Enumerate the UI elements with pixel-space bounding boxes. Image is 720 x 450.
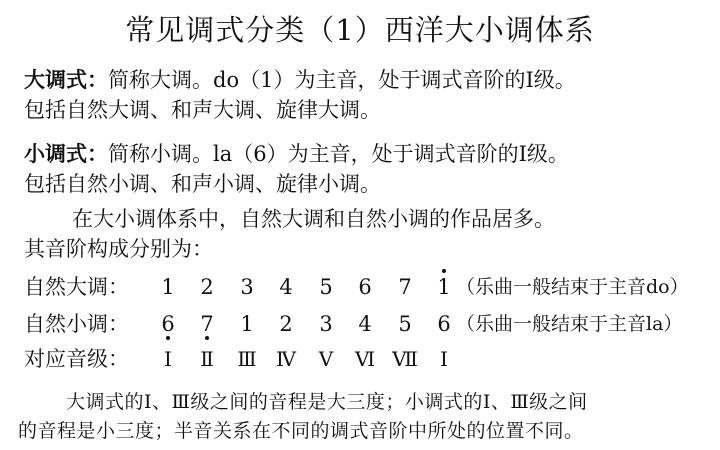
minor-types: 包括自然小调、和声小调、旋律小调。 <box>24 172 381 196</box>
scale-degree: Ⅳ <box>276 347 296 371</box>
minor-note: 2 <box>279 312 293 336</box>
major-term: 大调式 <box>24 68 87 92</box>
major-note: 6 <box>358 275 372 299</box>
natural-minor-note: （乐曲一般结束于主音la） <box>456 313 683 335</box>
minor-note-low: 7 <box>200 312 214 336</box>
major-note: 4 <box>279 275 293 299</box>
intro-scale-heading: 其音阶构成分别为： <box>24 237 213 261</box>
scale-degree: Ⅰ <box>164 347 172 371</box>
scale-degree: Ⅴ <box>318 347 334 371</box>
minor-note-low: 6 <box>161 312 175 336</box>
major-note: 1 <box>161 275 175 299</box>
natural-major-note: （乐曲一般结束于主音do） <box>456 276 689 298</box>
major-note: 2 <box>200 275 214 299</box>
scale-degree: Ⅱ <box>200 347 214 371</box>
summary-line-2: 的音程是小三度；半音关系在不同的调式音阶中所处的位置不同。 <box>18 420 584 442</box>
major-term-colon: ： <box>87 68 108 92</box>
minor-note-low-la <box>155 309 181 339</box>
minor-note: 1 <box>240 312 254 336</box>
major-definition: 简称大调。do（1）为主音，处于调式音阶的Ⅰ级。 <box>108 68 576 92</box>
minor-term: 小调式 <box>24 142 87 166</box>
natural-minor-row <box>24 309 714 339</box>
summary-line-1: 大调式的Ⅰ、Ⅲ级之间的音程是大三度；小调式的Ⅰ、Ⅲ级之间 <box>66 391 588 413</box>
minor-definition: 简称小调。la（6）为主音，处于调式音阶的Ⅰ级。 <box>108 142 569 166</box>
major-note: 7 <box>398 275 412 299</box>
octave-dot-above <box>442 269 446 273</box>
minor-note: 5 <box>398 312 412 336</box>
scale-degree: Ⅰ <box>440 347 448 371</box>
minor-note: 4 <box>358 312 372 336</box>
major-note: 3 <box>240 275 254 299</box>
minor-note: 6 <box>437 312 451 336</box>
page-title: 常见调式分类（1）西洋大小调体系 <box>125 13 595 47</box>
scale-degree: Ⅶ <box>392 347 418 371</box>
scale-degree-row <box>24 344 714 374</box>
natural-major-label: 自然大调： <box>24 275 129 299</box>
minor-term-colon: ： <box>87 142 108 166</box>
minor-definition-line <box>24 140 569 168</box>
natural-major-row <box>24 272 714 302</box>
major-note: 5 <box>319 275 333 299</box>
scale-degree: Ⅲ <box>237 347 257 371</box>
scale-degree-label: 对应音级： <box>24 347 129 371</box>
minor-note-low-ti <box>194 309 220 339</box>
major-definition-line <box>24 66 576 94</box>
major-note-high: 1 <box>437 275 451 299</box>
major-note-high-do <box>431 272 457 302</box>
major-types: 包括自然大调、和声大调、旋律大调。 <box>24 98 381 122</box>
octave-dot-below <box>205 336 209 340</box>
scale-degree: Ⅵ <box>354 347 376 371</box>
octave-dot-below <box>166 336 170 340</box>
minor-note: 3 <box>319 312 333 336</box>
natural-minor-label: 自然小调： <box>24 312 129 336</box>
intro-paragraph: 在大小调体系中，自然大调和自然小调的作品居多。 <box>72 207 555 231</box>
